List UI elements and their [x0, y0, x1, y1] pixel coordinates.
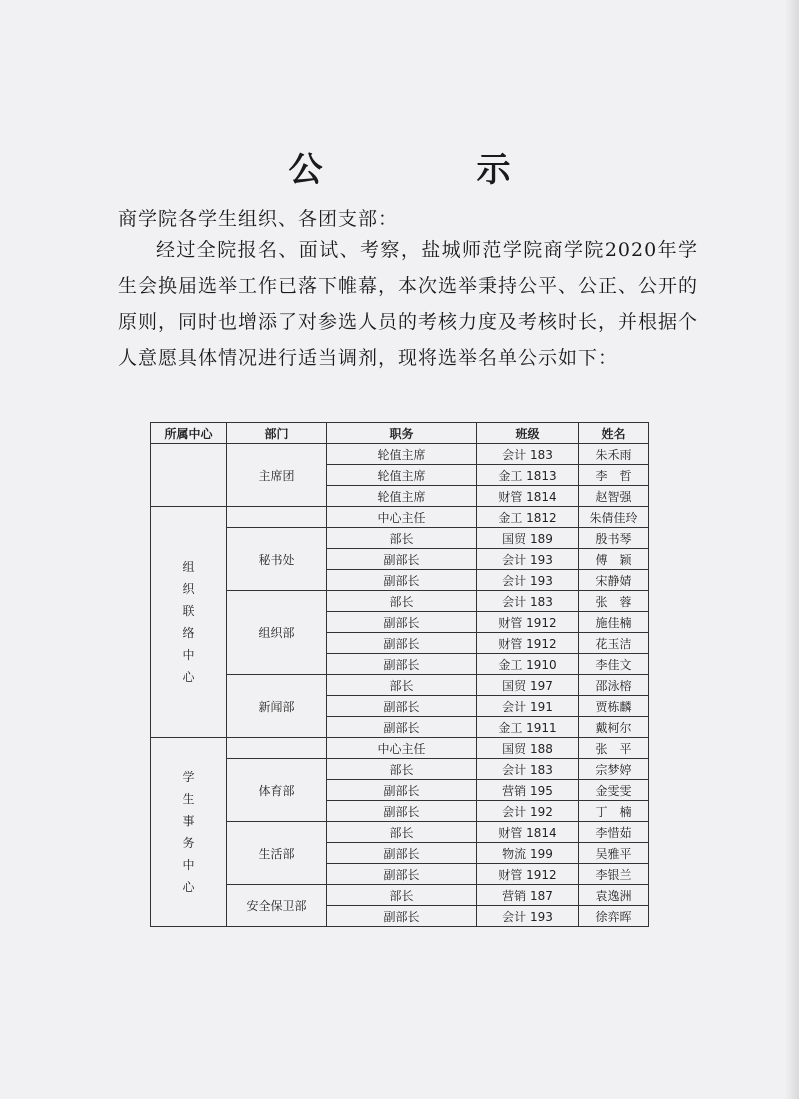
class-cell: 会计 191	[477, 696, 579, 717]
name-cell: 徐弈晖	[579, 906, 649, 927]
class-cell: 物流 199	[477, 843, 579, 864]
role-cell: 部长	[327, 591, 477, 612]
role-cell: 轮值主席	[327, 486, 477, 507]
class-cell: 会计 183	[477, 591, 579, 612]
department-cell: 秘书处	[227, 528, 327, 591]
header-name: 姓名	[579, 423, 649, 444]
name-cell: 吴雅平	[579, 843, 649, 864]
department-cell: 主席团	[227, 444, 327, 507]
department-cell: 新闻部	[227, 675, 327, 738]
role-cell: 部长	[327, 528, 477, 549]
role-cell: 副部长	[327, 654, 477, 675]
class-cell: 财管 1814	[477, 822, 579, 843]
class-cell: 会计 183	[477, 759, 579, 780]
class-cell: 国贸 189	[477, 528, 579, 549]
center-cell-organization: 组 织 联 络 中 心	[151, 507, 227, 738]
role-cell: 轮值主席	[327, 444, 477, 465]
class-cell: 会计 193	[477, 570, 579, 591]
name-cell: 袁逸洲	[579, 885, 649, 906]
class-cell: 营销 187	[477, 885, 579, 906]
class-cell: 金工 1812	[477, 507, 579, 528]
class-cell: 财管 1912	[477, 612, 579, 633]
role-cell: 部长	[327, 675, 477, 696]
center-cell-empty	[151, 444, 227, 507]
name-cell: 张 平	[579, 738, 649, 759]
name-cell: 赵智强	[579, 486, 649, 507]
role-cell: 副部长	[327, 801, 477, 822]
class-cell: 会计 192	[477, 801, 579, 822]
department-cell-empty	[227, 507, 327, 528]
name-cell: 戴柯尔	[579, 717, 649, 738]
election-roster-table	[150, 422, 649, 927]
name-cell: 施佳楠	[579, 612, 649, 633]
role-cell: 部长	[327, 822, 477, 843]
role-cell: 中心主任	[327, 507, 477, 528]
page-title: 公 示	[288, 150, 571, 190]
class-cell: 财管 1912	[477, 633, 579, 654]
center-cell-student-affairs: 学 生 事 务 中 心	[151, 738, 227, 927]
name-cell: 金雯雯	[579, 780, 649, 801]
name-cell: 朱禾雨	[579, 444, 649, 465]
header-center: 所属中心	[151, 423, 227, 444]
role-cell: 副部长	[327, 633, 477, 654]
role-cell: 轮值主席	[327, 465, 477, 486]
table-row	[151, 738, 649, 759]
class-cell: 会计 193	[477, 549, 579, 570]
class-cell: 会计 183	[477, 444, 579, 465]
header-role: 职务	[327, 423, 477, 444]
class-cell: 金工 1911	[477, 717, 579, 738]
name-cell: 张 蓉	[579, 591, 649, 612]
name-cell: 宗梦婷	[579, 759, 649, 780]
role-cell: 副部长	[327, 696, 477, 717]
name-cell: 宋静婧	[579, 570, 649, 591]
header-class: 班级	[477, 423, 579, 444]
name-cell: 朱倩佳玲	[579, 507, 649, 528]
name-cell: 邵泳榕	[579, 675, 649, 696]
role-cell: 副部长	[327, 864, 477, 885]
role-cell: 副部长	[327, 780, 477, 801]
class-cell: 金工 1910	[477, 654, 579, 675]
class-cell: 营销 195	[477, 780, 579, 801]
salutation: 商学院各学生组织、各团支部：	[118, 208, 399, 230]
department-cell: 组织部	[227, 591, 327, 675]
name-cell: 李佳文	[579, 654, 649, 675]
body-paragraph: 经过全院报名、面试、考察，盐城师范学院商学院2020年学生会换届选举工作已落下帷幕，本次选举秉持公平、公正、公开的原则，同时也增添了对参选人员的考核力度及考核时长，并根据个人意愿具体情况进行适当调剂，现将选举名单公示如下：	[118, 239, 699, 369]
role-cell: 副部长	[327, 843, 477, 864]
table-row	[151, 507, 649, 528]
department-cell: 体育部	[227, 759, 327, 822]
table-row	[151, 444, 649, 465]
role-cell: 副部长	[327, 906, 477, 927]
class-cell: 财管 1814	[477, 486, 579, 507]
role-cell: 副部长	[327, 717, 477, 738]
name-cell: 李银兰	[579, 864, 649, 885]
role-cell: 部长	[327, 885, 477, 906]
name-cell: 丁 楠	[579, 801, 649, 822]
name-cell: 傅 颖	[579, 549, 649, 570]
name-cell: 殷书琴	[579, 528, 649, 549]
role-cell: 部长	[327, 759, 477, 780]
name-cell: 李 哲	[579, 465, 649, 486]
role-cell: 副部长	[327, 549, 477, 570]
department-cell-empty	[227, 738, 327, 759]
name-cell: 李惜茹	[579, 822, 649, 843]
class-cell: 财管 1912	[477, 864, 579, 885]
class-cell: 会计 193	[477, 906, 579, 927]
class-cell: 金工 1813	[477, 465, 579, 486]
role-cell: 副部长	[327, 612, 477, 633]
role-cell: 副部长	[327, 570, 477, 591]
department-cell: 安全保卫部	[227, 885, 327, 927]
role-cell: 中心主任	[327, 738, 477, 759]
name-cell: 花玉洁	[579, 633, 649, 654]
table-header-row	[151, 423, 649, 444]
department-cell: 生活部	[227, 822, 327, 885]
class-cell: 国贸 197	[477, 675, 579, 696]
class-cell: 国贸 188	[477, 738, 579, 759]
name-cell: 贾栋麟	[579, 696, 649, 717]
header-department: 部门	[227, 423, 327, 444]
